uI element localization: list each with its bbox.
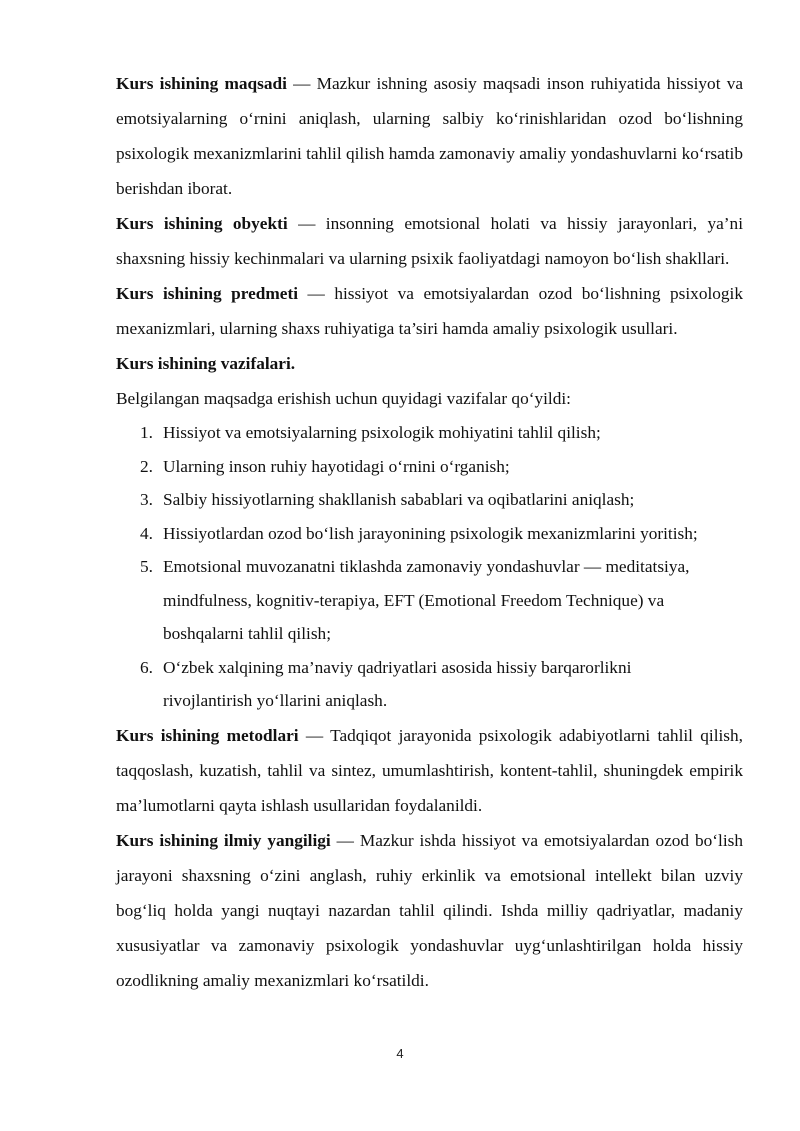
- list-item: [116, 550, 711, 651]
- list-text: O‘zbek xalqining ma’naviy qadriyatlari asosida hissiy barqarorlikni rivojlantirish yo‘llarini aniqlash.: [163, 657, 632, 710]
- paragraph-metodlar: [116, 718, 743, 823]
- paragraph-maqsad: [116, 66, 743, 206]
- term-vazifalar: Kurs ishining vazifalari.: [116, 354, 296, 373]
- list-number: 1.: [140, 423, 153, 442]
- list-text: Hissiyotlardan ozod bo‘lish jarayonining psixologik mexanizmlarini yoritish;: [163, 523, 698, 543]
- list-number: 3.: [140, 490, 153, 509]
- vazifalar-intro: Belgilangan maqsadga erishish uchun quyidagi vazifalar qo‘yildi:: [116, 389, 571, 408]
- paragraph-yangilik: [116, 823, 743, 998]
- page-content: [116, 66, 743, 998]
- term-predmet: Kurs ishining predmeti: [116, 284, 298, 303]
- paragraph-obyekt: [116, 206, 743, 276]
- text-maqsad: — Mazkur ishning asosiy maqsadi inson ruhiyatida hissiyot va emotsiyalarning o‘rnini aniqlash, ularning salbiy ko‘rinishlaridan ozod bo‘lishning psixologik mexanizmlarini tahlil qilish hamda zamonaviy amaliy yondashuvlarni ko‘rsatib berishdan iborat.: [116, 74, 744, 198]
- list-number: 6.: [140, 657, 153, 677]
- list-text: Salbiy hissiyotlarning shakllanish sabablari va oqibatlarini aniqlash;: [163, 490, 635, 509]
- term-obyekt: Kurs ishining obyekti: [116, 214, 288, 233]
- list-number: 5.: [140, 557, 153, 576]
- tasks-list: [116, 416, 743, 718]
- paragraph-predmet: [116, 276, 743, 346]
- list-text: Emotsional muvozanatni tiklashda zamonaviy yondashuvlar — meditatsiya, mindfulness, kognitiv-terapiya, EFT (Emotional Freedom Technique) va boshqalarni tahlil qilish;: [163, 557, 690, 643]
- list-number: 4.: [140, 523, 153, 543]
- term-maqsad: Kurs ishining maqsadi: [116, 74, 287, 93]
- list-text: Ularning inson ruhiy hayotidagi o‘rnini o‘rganish;: [163, 456, 510, 476]
- term-yangilik: Kurs ishining ilmiy yangiligi: [116, 830, 331, 850]
- list-item: [116, 483, 711, 517]
- term-metodlar: Kurs ishining metodlari: [116, 725, 299, 745]
- list-item: [116, 416, 711, 450]
- list-number: 2.: [140, 456, 153, 476]
- list-item: [116, 651, 711, 718]
- text-yangilik: — Mazkur ishda hissiyot va emotsiyalardan ozod bo‘lish jarayoni shaxsning o‘zini anglash, ruhiy erkinlik va emotsional intellekt bilan uzviy bog‘liq holda yangi nuqtayi nazardan tahlil qilindi. Ishda milliy qadriyatlar, madaniy xususiyatlar va zamonaviy psixologik yondashuvlar uyg‘unlashtirilgan holda hissiy ozodlikning amaliy mexanizmlari ko‘rsatildi.: [116, 830, 743, 990]
- text-metodlar: — Tadqiqot jarayonida psixologik adabiyotlarni tahlil qilish, taqqoslash, kuzatish, tahlil va sintez, umumlashtirish, kontent-tahlil, shuningdek empirik ma’lumotlarni qayta ishlash usullaridan foydalanildi.: [116, 725, 743, 815]
- text-obyekt: — insonning emotsional holati va hissiy jarayonlari, ya’ni shaxsning hissiy kechinmalari va ularning psixik faoliyatdagi namoyon bo‘lish shakllari.: [116, 214, 744, 268]
- heading-vazifalar: [116, 346, 743, 381]
- page-number: 4: [396, 1046, 404, 1061]
- list-text: Hissiyot va emotsiyalarning psixologik mohiyatini tahlil qilish;: [163, 423, 601, 442]
- list-item: [116, 450, 711, 484]
- text-predmet: — hissiyot va emotsiyalardan ozod bo‘lishning psixologik mexanizmlari, ularning shaxs ruhiyatiga ta’siri hamda amaliy psixologik usullari.: [116, 284, 743, 338]
- list-item: [116, 517, 711, 551]
